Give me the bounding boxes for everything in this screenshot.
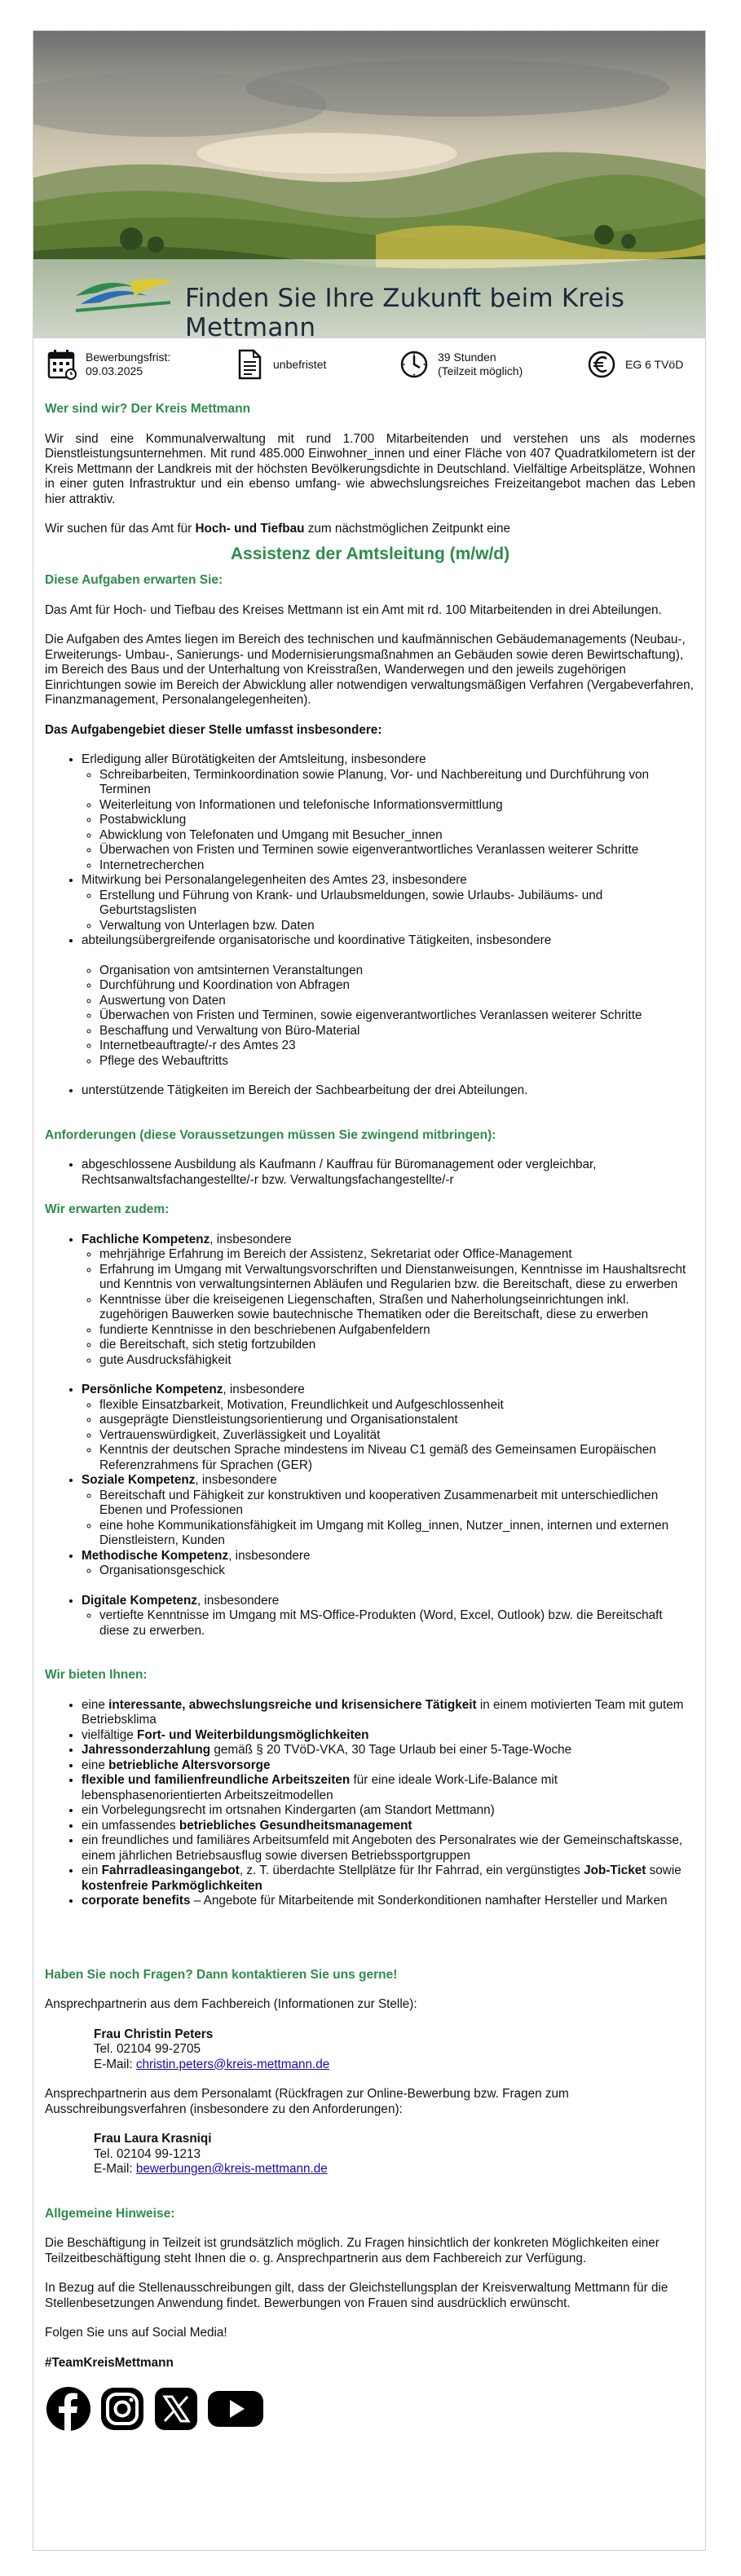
offer-text: – Angebote für Mitarbeitende mit Sonderkonditionen namhafter Hersteller und Marken [190,1894,668,1908]
list-item: ◦ Überwachen von Fristen und Terminen, sowie eigenverantwortliches Veranlassen weiterer Schritte [99,1008,695,1024]
x-icon[interactable] [152,2385,200,2433]
position-title: Assistenz der Amtsleitung (m/w/d) [230,544,510,563]
list-item: ◦ gute Ausdrucksfähigkeit [99,1353,695,1369]
list-item [82,873,695,933]
fact-label: Bewerbungsfrist: [86,351,171,364]
expect-heading: Wir erwarten zudem: [45,1202,170,1216]
offer-text: sowie [646,1864,681,1877]
list-item [82,1894,695,1909]
offer-text: gemäß § 20 TVöD-VKA, 30 Tage Urlaub bei einer 5-Tage-Woche [210,1743,572,1757]
search-text [45,522,695,537]
offer-text: in einem motivierten Team mit gutem Betriebsklima [82,1697,684,1727]
offer-highlight: flexible und familienfreundliche Arbeitszeiten [82,1773,351,1787]
contact-2 [45,2132,695,2177]
list-item: ◦ Überwachen von Fristen und Terminen sowie eigenverantwortliches Veranlassen weiterer Schritte [99,843,695,858]
competence-title: Persönliche Kompetenz [82,1383,223,1396]
offer-text: eine [82,1697,109,1712]
list-item: ◦ Vertrauenswürdigkeit, Zuverlässigkeit und Loyalität [99,1428,695,1444]
list-item: ◦ Abwicklung von Telefonaten und Umgang mit Besucher_innen [99,828,695,844]
list-item: ◦ Verwaltung von Unterlagen bzw. Daten [99,919,695,934]
list-item-text: Mitwirkung bei Personalangelegenheiten des Amtes 23, insbesondere [82,873,467,887]
contact-name: Frau Christin Peters [94,2027,214,2041]
requirements-heading: Anforderungen (diese Voraussetzungen müssen Sie zwingend mitbringen): [45,1127,496,1142]
list-item: • ein Vorbelegungsrecht im ortsnahen Kindergarten (am Standort Mettmann) [82,1803,695,1819]
list-item: ◦ Organisationsgeschick [99,1564,695,1579]
email-label: E-Mail: [94,2057,136,2071]
task-list [45,752,695,1099]
list-item: ◦ mehrjährige Erfahrung im Bereich der Assistenz, Sekretariat oder Office-Management [99,1247,695,1263]
list-item [82,1864,695,1894]
offer-highlight: betriebliches Gesundheitsmanagement [179,1818,412,1833]
list-item [82,1819,695,1834]
list-item [82,1594,695,1639]
requirements-list [45,1158,695,1188]
list-item: ◦ Internetbeauftragte/-r des Amtes 23 [99,1039,695,1054]
offer-text: ein [82,1864,102,1877]
expect-list [45,1233,695,1639]
list-item-text: abteilungsübergreifende organisatorische und koordinative Tätigkeiten, insbesondere [82,933,552,947]
contact-name: Frau Laura Krasniqi [94,2132,212,2146]
offer-text: ein umfassendes [82,1818,179,1833]
competence-rest: , insbesondere [210,1232,292,1246]
list-item: ◦ Durchführung und Koordination von Abfragen [99,978,695,994]
list-item: • unterstützende Tätigkeiten im Bereich der Sachbearbeitung der drei Abteilungen. [82,1083,695,1099]
email-link[interactable]: christin.peters@kreis-mettmann.de [135,2057,330,2071]
calendar-icon [46,348,77,381]
list-item: ◦ vertiefte Kenntnisse im Umgang mit MS-Office-Produkten (Word, Excel, Outlook) bzw. die Bereitschaft diese zu erwerben. [99,1608,695,1639]
list-item-text: Erledigung aller Bürotätigkeiten der Amtsleitung, insbesondere [82,752,426,766]
search-text-post: zum nächstmöglichen Zeitpunkt eine [304,522,511,536]
list-item: ◦ Kenntnis der deutschen Sprache mindestens im Niveau C1 gemäß des Gemeinsamen Europäischen Referenzrahmens für Sprachen (GER) [99,1443,695,1473]
instagram-icon[interactable] [99,2385,146,2433]
contact-heading: Haben Sie noch Fragen? Dann kontaktieren Sie uns gerne! [45,1967,398,1982]
notes-equality: In Bezug auf die Stellenausschreibungen gilt, dass der Gleichstellungsplan der Kreisverwaltung Mettmann für die Stellenbesetzungen Anwendung findet. Bewerbungen von Frauen sind ausdrücklich erwünscht. [45,2281,668,2310]
facebook-icon[interactable] [45,2385,92,2433]
youtube-icon[interactable] [206,2385,265,2433]
department-name: Hoch- und Tiefbau [195,522,305,536]
list-item [82,752,695,873]
offer-text: eine [82,1758,109,1772]
competence-title: Fachliche Kompetenz [82,1232,210,1246]
tasks-subheading: Das Aufgabengebiet dieser Stelle umfasst insbesondere: [45,722,382,737]
list-item [82,1233,695,1383]
hero-title: Finden Sie Ihre Zukunft beim Kreis Mettmann [185,284,625,338]
fact-value: 09.03.2025 [86,364,143,377]
tasks-intro: Das Amt für Hoch- und Tiefbau des Kreises Mettmann ist ein Amt mit rd. 100 Mitarbeitenden in drei Abteilungen. [45,602,662,617]
email-label: E-Mail: [94,2162,136,2176]
list-item: ◦ eine hohe Kommunikationsfähigkeit im Umgang mit Kolleg_innen, Nutzer_innen, internen und externen Dienstleistern, Kunden [99,1519,695,1549]
list-item: ◦ Internetrecherchen [99,858,695,874]
search-text-pre: Wir suchen für das Amt für [45,522,196,536]
offer-highlight: kostenfreie Parkmöglichkeiten [82,1878,262,1893]
list-item: ◦ Beschaffung und Verwaltung von Büro-Material [99,1024,695,1039]
competence-title: Soziale Kompetenz [82,1473,196,1487]
fact-value: unbefristet [273,357,327,371]
tasks-heading: Diese Aufgaben erwarten Sie: [45,573,223,587]
fact-value: EG 6 TVöD [625,357,684,371]
contact-1 [45,2027,695,2073]
fact-hours [399,348,523,381]
offer-text: für eine ideale Work-Life-Balance mit lebensphasenorientierten Arbeitszeitmodellen [82,1773,558,1802]
fact-deadline [46,348,170,381]
contact-phone: Tel. 02104 99-2705 [94,2042,201,2056]
list-item: ◦ Postabwicklung [99,813,695,828]
offer-highlight: Job-Ticket [584,1864,646,1877]
euro-icon [586,348,617,381]
list-item [82,1743,695,1758]
offer-list [45,1698,695,1909]
posting-content [45,402,695,2433]
contact-email [94,2162,695,2177]
list-item [82,1383,695,1473]
list-item: ◦ fundierte Kenntnisse in den beschriebenen Aufgabenfeldern [99,1323,695,1339]
document-icon [234,348,265,381]
hashtag: #TeamKreisMettmann [45,2355,174,2370]
list-item [82,1758,695,1774]
notes-heading: Allgemeine Hinweise: [45,2206,175,2221]
offer-highlight: interessante, abwechslungsreiche und krisensichere Tätigkeit [108,1697,477,1712]
tasks-description: Die Aufgaben des Amtes liegen im Bereich des technischen und kaufmännischen Gebäudemanagements (Neubau-, Erweiterungs- Umbau-, Sanierungs- und Modernisierungsmaßnahmen an Gebäuden sowie deren Bewirtschaftung), im Bereich des Baus und der Unterhaltung von Kreisstraßen, Wanderwegen und den jeweils zugehörigen Einrichtungen sowie im Bereich der Abwicklung aller notwendigen verwaltungsmäßigen Verfahren (Vergabeverfahren, Finanzmanagement, Personalangelegenheiten). [45,633,694,707]
competence-rest: , insbesondere [196,1593,280,1608]
competence-rest: , insbesondere [195,1473,277,1487]
list-item [82,1728,695,1744]
hero-banner [33,31,705,338]
list-item [82,1473,695,1549]
competence-title: Methodische Kompetenz [82,1548,229,1563]
list-item: ◦ Weiterleitung von Informationen und telefonische Informationsvermittlung [99,798,695,814]
list-item: • abgeschlossene Ausbildung als Kaufmann / Kauffrau für Büromanagement oder vergleichbar, Rechtsanwaltsfachangestellte/-r bzw. Verwaltungsfachangestellte/-r [82,1158,695,1188]
offer-heading: Wir bieten Ihnen: [45,1668,148,1682]
notes-social: Folgen Sie uns auf Social Media! [45,2326,227,2340]
offer-highlight: corporate benefits [82,1894,191,1908]
list-item: ◦ die Bereitschaft, sich stetig fortzubilden [99,1338,695,1353]
list-item: ◦ Schreibarbeiten, Terminkoordination sowie Planung, Vor- und Nachbereitung und Durchführung von Terminen [99,768,695,798]
contact-email [94,2058,695,2073]
list-item [82,933,695,1083]
notes-parttime: Die Beschäftigung in Teilzeit ist grundsätzlich möglich. Zu Fragen hinsichtlich der konkreten Möglichkeiten einer Teilzeitbeschäftigung steht Ihnen die o. g. Ansprechpartnerin aus dem Fachbereich zur Verfügung. [45,2236,659,2265]
competence-rest: , insbesondere [223,1383,305,1396]
fact-note: (Teilzeit möglich) [438,364,523,377]
fact-salary [586,348,683,381]
offer-text: vielfältige [82,1727,138,1742]
social-links [45,2385,695,2433]
list-item: ◦ Erstellung und Führung von Krank- und Urlaubsmeldungen, sowie Urlaubs- Jubiläums- und Geburtstagslisten [99,889,695,919]
offer-highlight: betriebliche Altersvorsorge [108,1758,271,1772]
fact-value: 39 Stunden [438,351,496,364]
intro-heading: Wer sind wir? Der Kreis Mettmann [45,402,251,416]
offer-highlight: Fahrradleasingangebot [101,1864,240,1877]
kreis-mettmann-logo [73,271,179,314]
list-item [82,1698,695,1728]
competence-rest: , insbesondere [228,1548,311,1563]
contact-intro-1: Ansprechpartnerin aus dem Fachbereich (Informationen zur Stelle): [45,1997,417,2011]
list-item: ◦ flexible Einsatzbarkeit, Motivation, Freundlichkeit und Aufgeschlossenheit [99,1398,695,1414]
list-item [82,1549,695,1594]
fact-contract [234,348,326,381]
image-copyright: © Kreisverwaltung Mettmann [637,326,700,331]
job-posting [33,30,706,2551]
offer-text: , z. T. überdachte Stellplätze für Ihr Fahrrad, ein vergünstigtes [239,1864,584,1877]
intro-text: Wir sind eine Kommunalverwaltung mit rund 1.700 Mitarbeitenden und verstehen uns als modernes Dienstleistungsunternehmen. Mit rund 485.000 Einwohner_innen und einer Fläche von 407 Quadratkilometern ist der Kreis Mettmann der Landkreis mit der höchsten Bevölkerungsdichte in Deutschland. Vielfältige Arbeitsplätze, Wohnen in einer guten Infrastruktur und ein ebenso umfang- wie abwechslungsreiches Freizeitangebot machen das Leben hier attraktiv. [45,431,695,506]
clock-icon [399,348,430,381]
offer-highlight: Fort- und Weiterbildungsmöglichkeiten [137,1727,369,1742]
competence-title: Digitale Kompetenz [82,1593,197,1608]
offer-highlight: Jahressonderzahlung [82,1743,211,1757]
contact-intro-2: Ansprechpartnerin aus dem Personalamt (Rückfragen zur Online-Bewerbung bzw. Fragen zum Ausschreibungsverfahren (insbesondere zu den Anforderungen): [45,2087,569,2116]
list-item: ◦ ausgeprägte Dienstleistungsorientierung und Organisationstalent [99,1413,695,1428]
contact-phone: Tel. 02104 99-1213 [94,2146,201,2161]
list-item: ◦ Organisation von amtsinternen Veranstaltungen [99,964,695,979]
list-item: ◦ Bereitschaft und Fähigkeit zur konstruktiven und kooperativen Zusammenarbeit mit unterschiedlichen Ebenen und Professionen [99,1489,695,1519]
list-item: ◦ Erfahrung im Umgang mit Verwaltungsvorschriften und Dienstanweisungen, Kenntnisse im Haushaltsrecht und Kenntnis von verwaltungsinternen Abläufen und Regularien bzw. die Bereitschaft, diese zu erwerben [99,1263,695,1293]
list-item [82,1773,695,1803]
list-item: • ein freundliches und familiäres Arbeitsumfeld mit Angeboten des Personalrates wie der Gemeinschaftskasse, einem jährlichen Betriebsausflug sowie diversen Betriebssportgruppen [82,1833,695,1864]
list-item: ◦ Kenntnisse über die kreiseigenen Liegenschaften, Straßen und Naherholungseinrichtungen inkl. zugehörigen Bauwerken sowie bautechnische Thematiken oder die Bereitschaft, diese zu erwerben [99,1293,695,1323]
key-facts [43,343,695,392]
list-item: ◦ Pflege des Webauftritts [99,1054,695,1070]
email-link[interactable]: bewerbungen@kreis-mettmann.de [135,2162,328,2176]
list-item: ◦ Auswertung von Daten [99,994,695,1009]
